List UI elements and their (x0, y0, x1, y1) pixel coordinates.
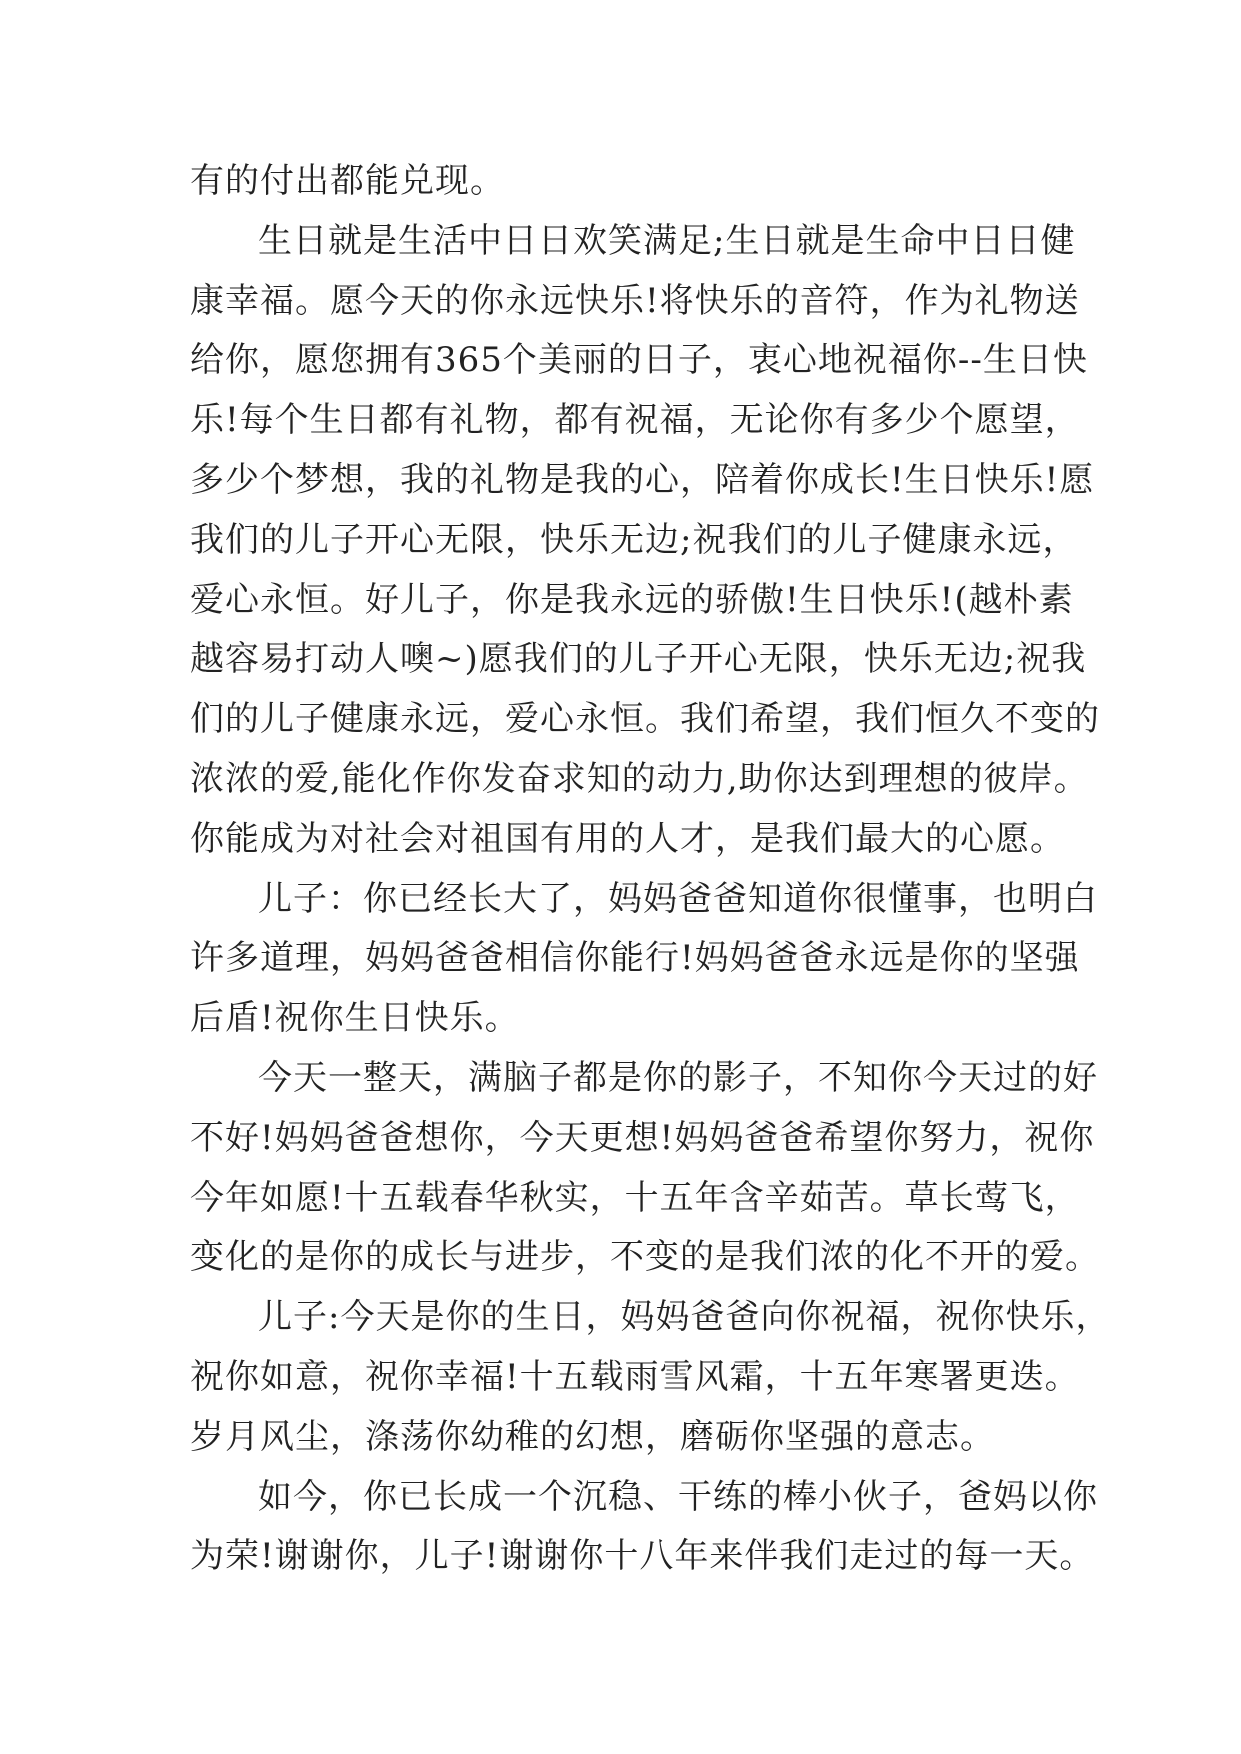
text-line: 给你，愿您拥有365个美丽的日子，衷心地祝福你--生日快 (190, 340, 1088, 381)
text-line: 浓浓的爱,能化作你发奋求知的动力,助你达到理想的彼岸。 (190, 758, 1089, 799)
text-line: 越容易打动人噢~)愿我们的儿子开心无限，快乐无边;祝我 (190, 639, 1087, 680)
text-line: 今年如愿!十五载春华秋实，十五年含辛茹苦。草长莺飞， (190, 1177, 1080, 1218)
text-line: 为荣!谢谢你，儿子!谢谢你十八年来伴我们走过的每一天。 (190, 1536, 1095, 1577)
text-line: 今天一整天，满脑子都是你的影子，不知你今天过的好 (258, 1057, 1098, 1098)
text-line: 爱心永恒。好儿子，你是我永远的骄傲!生日快乐!(越朴素 (190, 579, 1074, 620)
text-line: 许多道理，妈妈爸爸相信你能行!妈妈爸爸永远是你的坚强 (190, 938, 1080, 979)
text-line: 多少个梦想，我的礼物是我的心，陪着你成长!生日快乐!愿 (190, 459, 1095, 500)
text-line: 不好!妈妈爸爸想你，今天更想!妈妈爸爸希望你努力，祝你 (190, 1117, 1095, 1158)
text-line: 如今，你已长成一个沉稳、干练的棒小伙子，爸妈以你 (258, 1476, 1098, 1517)
text-line: 乐!每个生日都有礼物，都有祝福，无论你有多少个愿望， (190, 400, 1080, 441)
text-line: 你能成为对社会对祖国有用的人才，是我们最大的心愿。 (190, 818, 1065, 859)
text-line: 们的儿子健康永远，爱心永恒。我们希望，我们恒久不变的 (190, 699, 1100, 740)
document-body (190, 152, 1111, 1587)
text-line: 变化的是你的成长与进步，不变的是我们浓的化不开的爱。 (190, 1237, 1100, 1278)
text-line: 生日就是生活中日日欢笑满足;生日就是生命中日日健 (258, 220, 1076, 261)
text-line: 儿子:今天是你的生日，妈妈爸爸向你祝福，祝你快乐， (258, 1297, 1111, 1338)
text-line: 康幸福。愿今天的你永远快乐!将快乐的音符，作为礼物送 (190, 280, 1080, 321)
text-line: 祝你如意，祝你幸福!十五载雨雪风霜，十五年寒署更迭。 (190, 1356, 1080, 1397)
text-line: 我们的儿子开心无限，快乐无边;祝我们的儿子健康永远， (190, 519, 1078, 560)
text-line: 岁月风尘，涤荡你幼稚的幻想，磨砺你坚强的意志。 (190, 1416, 995, 1457)
text-line: 后盾!祝你生日快乐。 (190, 998, 520, 1039)
text-line: 有的付出都能兑现。 (190, 161, 505, 201)
text-line: 儿子：你已经长大了，妈妈爸爸知道你很懂事，也明白 (258, 878, 1098, 919)
